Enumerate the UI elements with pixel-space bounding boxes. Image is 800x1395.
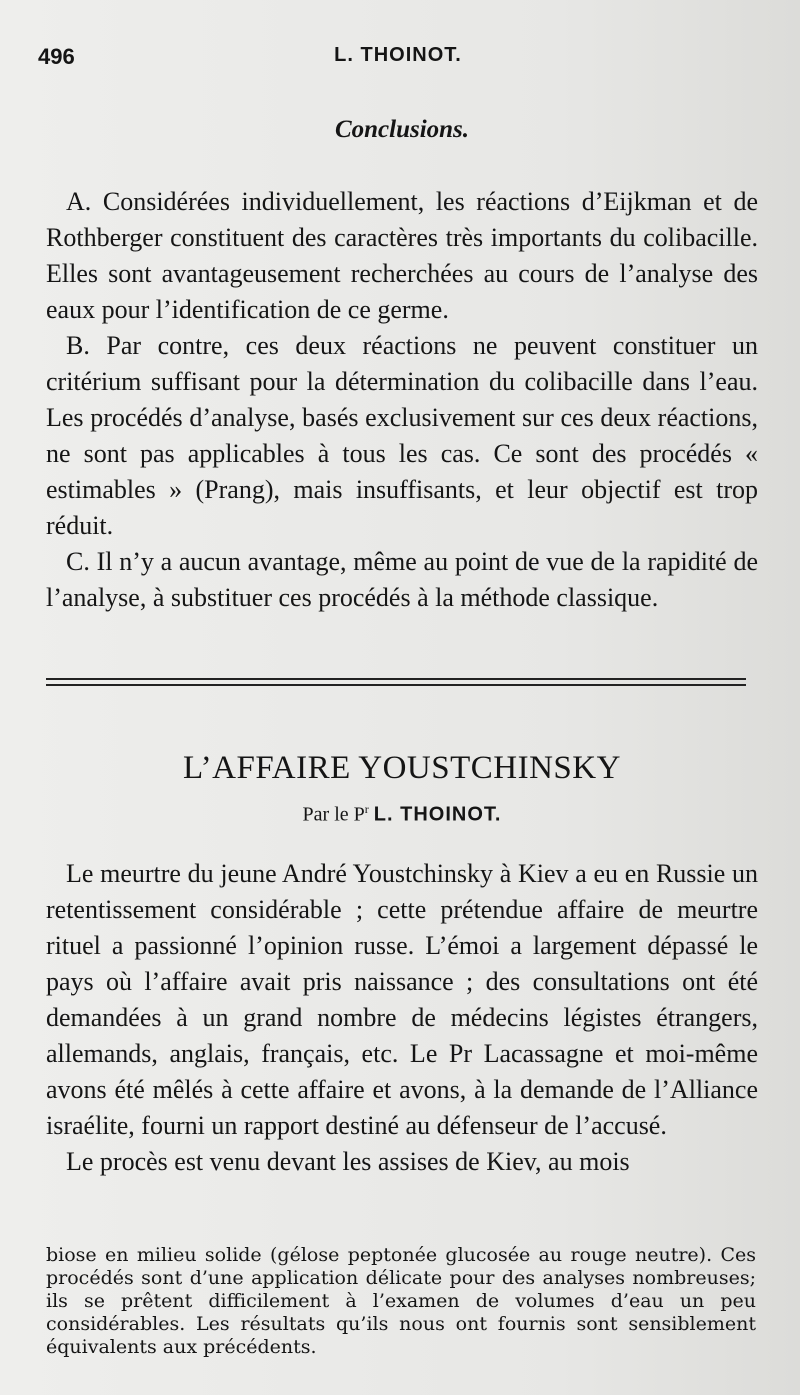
footnote-text: biose en milieu solide (gélose peptonée glucosée au rouge neutre). Ces procédés sont d’une application délicate pour des analyses nombreuses; ils se prêtent difficilement à l’examen de volumes d’eau un peu considérables. Les résultats qu’ils nous ont fournis sont sensiblement équivalents aux précédents. bbox=[46, 1244, 756, 1358]
article-paragraph-2: Le procès est venu devant les assises de Kiev, au mois bbox=[66, 1147, 630, 1176]
article-paragraph-1: Le meurtre du jeune André Youstchinsky à Kiev a eu en Russie un retentissement considérable ; cette prétendue affaire de meurtre rituel a passionné l’opinion russe. L’émoi a largement dépassé le pays où l’affaire avait pris naissance ; des consultations ont été demandées à un grand nombre de médecins légistes étrangers, allemands, anglais, français, etc. Le Pr Lacassagne et moi-même avons été mêlés à cette affaire et avons, à la demande de l’Alliance israélite, fourni un rapport destiné au défenseur de l’accusé. bbox=[46, 859, 758, 1140]
running-head: L. THOINOT. bbox=[334, 44, 462, 66]
byline-prefix: Par le P bbox=[302, 803, 365, 826]
page-header bbox=[38, 40, 758, 76]
section-rule-bottom bbox=[46, 684, 746, 686]
conclusion-b: B. Par contre, ces deux réactions ne peuvent constituer un critérium suffisant pour la détermination du colibacille dans l’eau. Les procédés d’analyse, basés exclusivement sur ces deux réactions, ne sont pas applicables à tous les cas. Ce sont des procédés « estimables » (Prang), mais insuffisants, et leur objectif est trop réduit. bbox=[46, 331, 758, 540]
section-rule-top bbox=[46, 678, 746, 680]
conclusion-c: C. Il n’y a aucun avantage, même au point de vue de la rapidité de l’analyse, à substituer ces procédés à la méthode classique. bbox=[46, 547, 758, 612]
article-body bbox=[46, 856, 758, 1180]
article-title: L’AFFAIRE YOUSTCHINSKY bbox=[183, 750, 621, 786]
conclusion-a: A. Considérées individuellement, les réactions d’Eijkman et de Rothberger constituent des caractères très importants du colibacille. Elles sont avantageusement recherchées au cours de l’analyse des eaux pour l’identification de ce germe. bbox=[46, 187, 758, 324]
byline-sup: r bbox=[364, 802, 369, 816]
conclusions-body bbox=[46, 184, 758, 616]
conclusions-heading: Conclusions. bbox=[334, 116, 470, 143]
byline-name: L. THOINOT. bbox=[373, 803, 502, 826]
footnote bbox=[46, 1244, 756, 1359]
page-number: 496 bbox=[38, 44, 75, 69]
byline bbox=[46, 802, 758, 827]
